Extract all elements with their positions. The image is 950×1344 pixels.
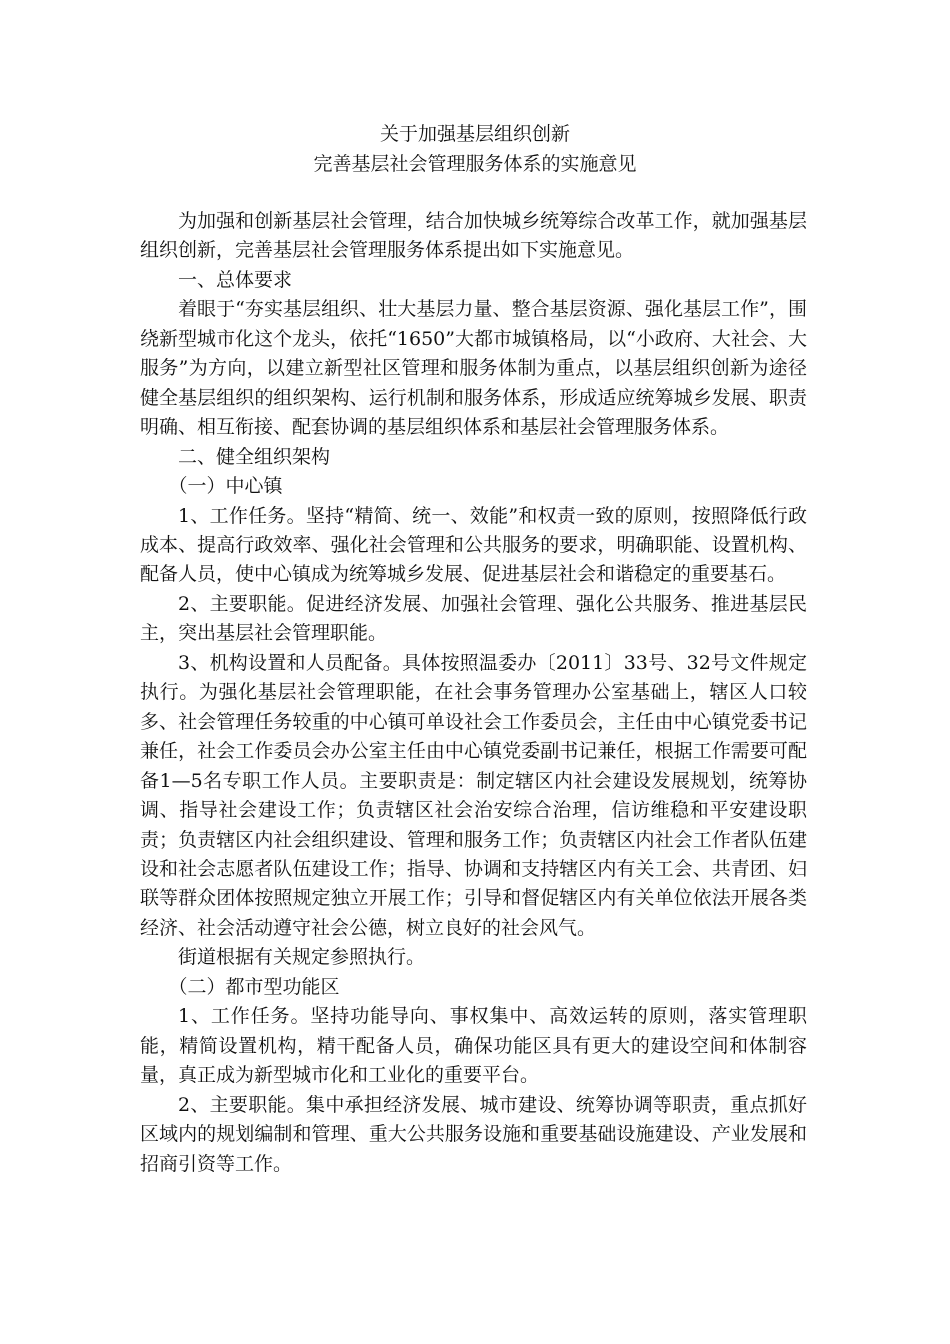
document-body xyxy=(140,207,807,1179)
general-requirements-paragraph: 着眼于“夯实基层组织、壮大基层力量、整合基层资源、强化基层工作”，围绕新型城市化这个龙头，依托“1650”大都市城镇格局，以“小政府、大社会、大服务”为方向，以建立新型社区管理和服务体制为重点，以基层组织创新为途径健全基层组织的组织架构、运行机制和服务体系，形成适应统筹城乡发展、职责明确、相互衔接、配套协调的基层组织体系和基层社会管理服务体系。 xyxy=(140,298,807,439)
central-town-staffing-paragraph: 3、机构设置和人员配备。具体按照温委办〔2011〕33号、32号文件规定执行。为强化基层社会管理职能，在社会事务管理办公室基础上，辖区人口较多、社会管理任务较重的中心镇可单设社会工作委员会，主任由中心镇党委书记兼任，社会工作委员会办公室主任由中心镇党委副书记兼任，根据工作需要可配备1—5名专职工作人员。主要职责是：制定辖区内社会建设发展规划，统筹协调、指导社会建设工作；负责辖区社会治安综合治理，信访维稳和平安建设职责；负责辖区内社会组织建设、管理和服务工作；负责辖区内社会工作者队伍建设和社会志愿者队伍建设工作；指导、协调和支持辖区内有关工会、共青团、妇联等群众团体按照规定独立开展工作；引导和督促辖区内有关单位依法开展各类经济、社会活动遵守社会公德，树立良好的社会风气。 xyxy=(140,651,807,939)
central-town-task-paragraph: 1、工作任务。坚持“精简、统一、效能”和权责一致的原则，按照降低行政成本、提高行政效率、强化社会管理和公共服务的要求，明确职能、设置机构、配备人员，使中心镇成为统筹城乡发展、促进基层社会和谐稳定的重要基石。 xyxy=(140,504,807,586)
function-zone-function-paragraph: 2、主要职能。集中承担经济发展、城市建设、统筹协调等职责，重点抓好区域内的规划编制和管理、重大公共服务设施和重要基础设施建设、产业发展和招商引资等工作。 xyxy=(140,1093,807,1175)
section-heading-general-requirements: 一、总体要求 xyxy=(178,268,293,291)
function-zone-task-paragraph: 1、工作任务。坚持功能导向、事权集中、高效运转的原则，落实管理职能，精简设置机构，精干配备人员，确保功能区具有更大的建设空间和体制容量，真正成为新型城市化和工业化的重要平台。 xyxy=(140,1005,807,1087)
central-town-function-paragraph: 2、主要职能。促进经济发展、加强社会管理、强化公共服务、推进基层民主，突出基层社会管理职能。 xyxy=(140,592,807,645)
subsection-heading-urban-function-zone: （二）都市型功能区 xyxy=(168,975,340,998)
intro-paragraph: 为加强和创新基层社会管理，结合加快城乡统筹综合改革工作，就加强基层组织创新，完善基层社会管理服务体系提出如下实施意见。 xyxy=(140,210,807,262)
document-title-line-1: 关于加强基层组织创新 xyxy=(379,123,570,145)
street-reference-paragraph: 街道根据有关规定参照执行。 xyxy=(178,946,426,969)
section-heading-organization-structure: 二、健全组织架构 xyxy=(178,445,331,468)
subsection-heading-central-town: （一）中心镇 xyxy=(168,475,283,498)
document-title-line-2: 完善基层社会管理服务体系的实施意见 xyxy=(313,153,637,175)
